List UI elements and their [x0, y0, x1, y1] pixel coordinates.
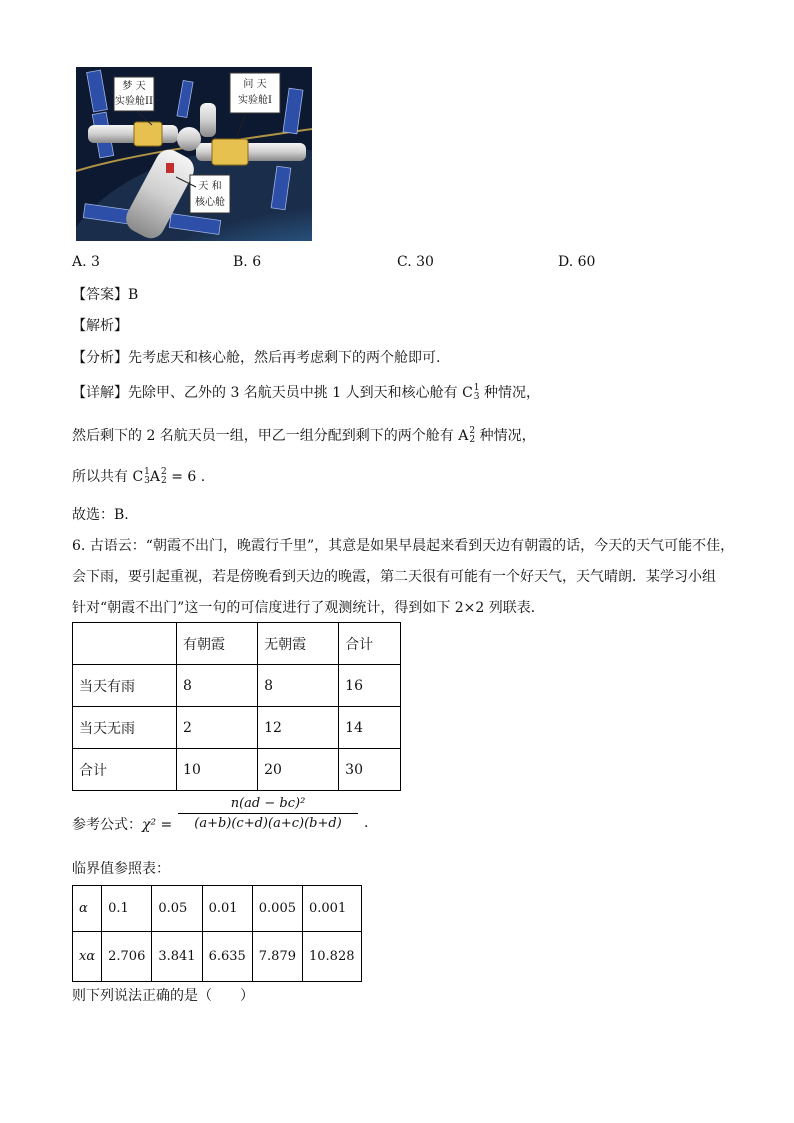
detail-line-3: 所以共有 C 1 3 A 2 2 = 6 . — [72, 467, 206, 486]
option-d[interactable]: D. 60 — [558, 254, 596, 270]
table-header-row: 有朝霞 无朝霞 合计 — [73, 623, 401, 665]
table-row: 当天有雨 8 8 16 — [73, 665, 401, 707]
table-row: 合计 10 20 30 — [73, 749, 401, 791]
option-c[interactable]: C. 30 — [397, 254, 434, 270]
arrangement-a22: A 2 2 — [458, 426, 476, 445]
option-a[interactable]: A. 3 — [72, 254, 100, 270]
table-row: 当天无雨 2 12 14 — [73, 707, 401, 749]
option-b[interactable]: B. 6 — [233, 254, 262, 270]
formula-end: . — [364, 815, 369, 831]
space-station-figure — [76, 67, 312, 241]
answer-line: 【答案】B — [72, 287, 139, 303]
fraction-denominator: (a+b)(c+d)(a+c)(b+d) — [194, 816, 342, 831]
question6-line-1: 6. 古语云：“朝霞不出门，晚霞行千里”，其意是如果早晨起来看到天边有朝霞的话，今天的天气可能不佳， — [72, 538, 735, 554]
combination-c31: C 1 3 — [462, 383, 480, 402]
question-prompt: 则下列说法正确的是（ ） — [72, 988, 254, 1004]
tianhe-label: 天 和 核心舱 — [195, 181, 225, 208]
question6-line-3: 针对“朝霞不出门”这一句的可信度进行了观测统计，得到如下 2×2 列联表． — [72, 600, 545, 616]
critical-x-row: xα 2.706 3.841 6.635 7.879 10.828 — [73, 932, 362, 982]
formula-label: 参考公式：χ² = — [72, 817, 173, 833]
analysis-heading: 【解析】 — [72, 318, 128, 334]
critical-value-table — [72, 885, 362, 982]
fraction-numerator: n(ad − bc)² — [178, 796, 358, 814]
question6-line-2: 会下雨，要引起重视，若是傍晚看到天边的晚霞，第二天很有可能有一个好天气，天气晴朗．某学习小组 — [72, 569, 716, 585]
detail-line-1: 【详解】先除甲、乙外的 3 名航天员中挑 1 人到天和核心舱有 C 1 3 种情况， — [72, 383, 540, 402]
product-c31-a22: C 1 3 A 2 2 — [132, 467, 167, 486]
chi-square-fraction — [178, 796, 358, 831]
critical-table-label: 临界值参照表： — [72, 861, 170, 877]
conclusion-line: 故选：B. — [72, 507, 129, 523]
wentian-label: 问 天 实验舱I — [238, 79, 272, 106]
mengtian-label: 梦 天 实验舱II — [115, 81, 153, 107]
alpha-row: α 0.1 0.05 0.01 0.005 0.001 — [73, 886, 362, 932]
analysis-line: 【分析】先考虑天和核心舱，然后再考虑剩下的两个舱即可. — [72, 350, 441, 366]
contingency-table — [72, 622, 401, 791]
detail-line-2: 然后剩下的 2 名航天员一组，甲乙一组分配到剩下的两个舱有 A 2 2 种情况， — [72, 426, 536, 445]
